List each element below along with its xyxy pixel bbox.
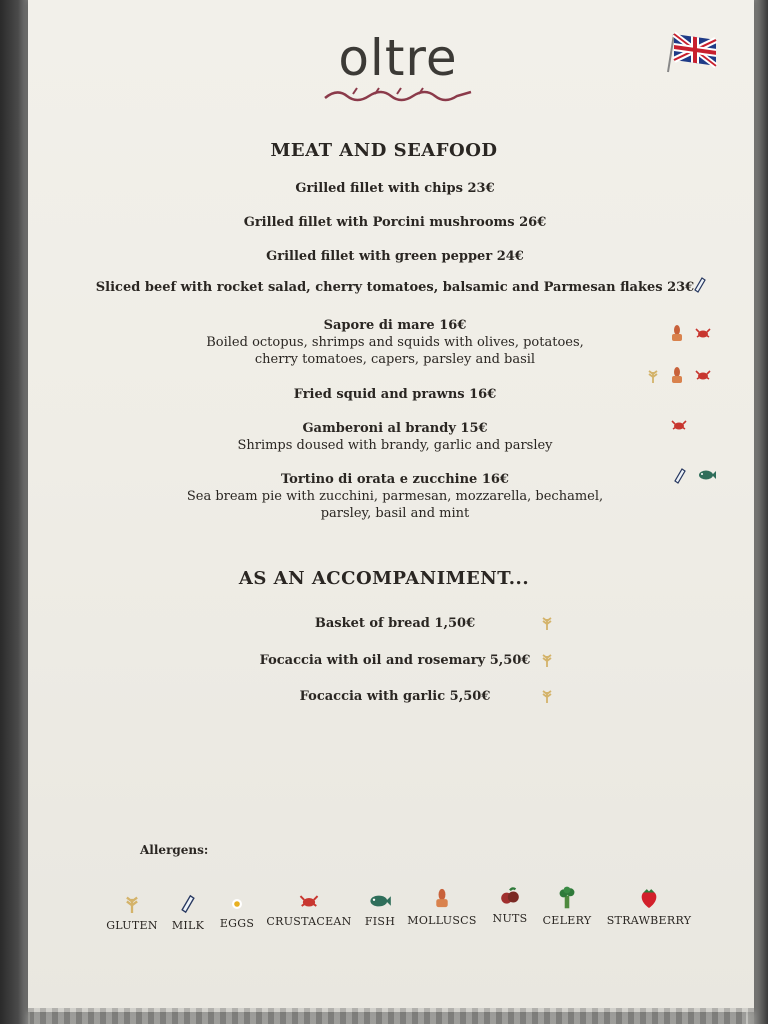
allergen-label: GLUTEN (106, 919, 158, 932)
crab-icon (298, 891, 320, 911)
menu-item (0, 615, 768, 632)
crab-icon (694, 368, 712, 382)
wave-logo-icon (323, 84, 473, 104)
menu-item-name: Grilled fillet with Porcini mushrooms 26€ (243, 215, 547, 230)
brand-logo (318, 30, 478, 104)
allergen-label: CRUSTACEAN (266, 915, 352, 928)
menu-item-name: Fried squid and prawns 16€ (293, 387, 497, 402)
allergen-legend-celery (540, 886, 594, 927)
allergen-legend-nuts (488, 886, 532, 925)
allergen-legend-eggs (214, 895, 260, 930)
fish-icon (697, 468, 717, 482)
menu-item-description: cherry tomatoes, capers, parsley and basil (254, 352, 536, 367)
menu-item (0, 214, 768, 231)
milk-bottle-icon (181, 893, 195, 915)
menu-item-name: Sliced beef with rocket salad, cherry tomatoes, balsamic and Parmesan flakes 23€ (95, 280, 695, 295)
section-heading-accompaniment: AS AN ACCOMPANIMENT... (238, 568, 530, 589)
menu-item-name: Focaccia with garlic 5,50€ (299, 689, 491, 704)
wheat-icon (646, 368, 660, 384)
menu-item-description: parsley, basil and mint (320, 506, 470, 521)
allergen-label: MILK (171, 919, 205, 932)
celery-icon (559, 886, 575, 910)
egg-icon (230, 895, 244, 913)
menu-item-name: Grilled fillet with green pepper 24€ (266, 249, 524, 264)
milk-bottle-icon (674, 468, 686, 484)
allergen-label: CELERY (542, 914, 592, 927)
wheat-icon (540, 652, 554, 668)
menu-item (0, 471, 768, 522)
allergens-title: Allergens: (140, 843, 209, 857)
allergen-legend-strawberry (604, 886, 694, 927)
brand-name: oltre (338, 29, 458, 87)
menu-item-description: Sea bream pie with zucchini, parmesan, mozzarella, bechamel, (186, 489, 604, 504)
wheat-icon (540, 688, 554, 704)
menu-item-name: Sapore di mare 16€ (323, 318, 467, 333)
menu-item (0, 420, 768, 454)
menu-item (0, 317, 768, 368)
crab-icon (694, 326, 712, 340)
menu-item (0, 279, 768, 296)
menu-item-name: Basket of bread 1,50€ (314, 616, 476, 631)
menu-item-name: Gamberoni al brandy 15€ (302, 421, 488, 436)
menu-item (0, 180, 768, 197)
wheat-icon (540, 615, 554, 631)
menu-item-name: Tortino di orata e zucchine 16€ (281, 472, 509, 487)
allergen-label: NUTS (492, 912, 528, 925)
allergen-legend-gluten (104, 893, 160, 932)
allergen-legend-crustacean (266, 891, 352, 928)
menu-item (0, 652, 768, 669)
crab-icon (670, 418, 688, 432)
menu-item-name: Grilled fillet with chips 23€ (295, 181, 495, 196)
mollusc-icon (670, 324, 684, 342)
allergen-legend-milk (168, 893, 208, 932)
nuts-icon (499, 886, 521, 908)
uk-flag-icon[interactable] (664, 30, 720, 74)
menu-item-description: Boiled octopus, shrimps and squids with olives, potatoes, (206, 335, 584, 350)
sheet-sleeve-edge (28, 1008, 754, 1024)
menu-item (0, 248, 768, 265)
menu-item (0, 688, 768, 705)
menu-item-description: Shrimps doused with brandy, garlic and parsley (237, 438, 553, 453)
milk-bottle-icon (694, 277, 706, 293)
menu-item (0, 386, 768, 403)
allergen-label: FISH (364, 915, 396, 928)
strawberry-icon (639, 886, 659, 910)
menu-item-name: Focaccia with oil and rosemary 5,50€ (259, 653, 531, 668)
mollusc-icon (434, 886, 450, 910)
wheat-icon (123, 893, 141, 915)
mollusc-icon (670, 366, 684, 384)
allergen-legend-molluscs (406, 886, 478, 927)
fish-icon (368, 891, 392, 911)
allergen-label: MOLLUSCS (407, 914, 477, 927)
allergen-label: EGGS (219, 917, 255, 930)
allergen-label: STRAWBERRY (606, 914, 692, 927)
allergen-legend-fish (360, 891, 400, 928)
section-heading-meat-seafood: MEAT AND SEAFOOD (270, 140, 498, 161)
